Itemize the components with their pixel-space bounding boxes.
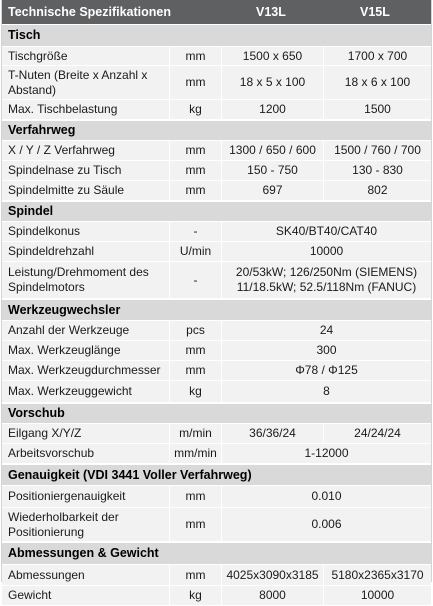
column-header-v13l: V13L [256, 5, 286, 19]
row-value-v13l: 18 x 5 x 100 [222, 66, 324, 99]
table-row [2, 586, 431, 606]
row-value-both: 24 [319, 323, 334, 337]
row-unit: mm [170, 181, 222, 200]
row-label: Anzahl der Werkzeuge [2, 321, 170, 340]
row-label: Leistung/Drehmoment des Spindelmotors [2, 262, 170, 298]
row-value-v15l: 24/24/24 [354, 426, 401, 440]
row-value-v15l: 802 [367, 183, 388, 197]
table-row [2, 321, 431, 341]
spec-table [1, 0, 432, 602]
row-unit: m/min [170, 424, 222, 443]
table-row [2, 341, 431, 361]
row-value-both: 10000 [309, 244, 344, 258]
row-unit: mm [170, 341, 222, 360]
table-row [2, 262, 431, 299]
row-unit: mm [170, 508, 222, 541]
row-value-v15l: 1500 / 760 / 700 [334, 143, 421, 157]
row-unit: kg [170, 100, 222, 119]
row-value-both: 20/53kW; 126/250Nm (SIEMENS) 11/18.5kW; 52.5/118Nm (FANUC) [235, 265, 418, 294]
row-label: Max. Werkzeugdurchmesser [2, 361, 170, 380]
row-value-v15l: 10000 [360, 588, 395, 602]
row-value-both: SK40/BT40/CAT40 [275, 224, 378, 238]
row-value-both: Φ78 / Φ125 [295, 363, 358, 377]
row-value-v15l: 5180x2365x3170 [331, 567, 424, 582]
row-value-v13l: 697 [222, 181, 324, 200]
row-label: Spindelnase zu Tisch [2, 161, 170, 180]
row-value-v13l: 36/36/24 [222, 424, 324, 443]
row-value-v15l: 1500 [364, 102, 391, 116]
row-value-both: 300 [316, 343, 337, 357]
section-header-genauigkeit-vdi-3441-voller-verfahrweg: Genauigkeit (VDI 3441 Voller Verfahrweg) [2, 464, 431, 486]
section-header-tisch: Tisch [2, 24, 431, 47]
row-label: Spindelmitte zu Säule [2, 181, 170, 200]
row-label: Spindelkonus [2, 222, 170, 241]
row-label: Spindeldrehzahl [2, 242, 170, 261]
row-value-v13l: 1300 / 650 / 600 [222, 141, 324, 160]
row-value-both: 1-12000 [304, 446, 349, 460]
table-title: Technische Spezifikationen [8, 5, 172, 19]
row-unit: mm [170, 565, 222, 585]
row-unit: mm [170, 141, 222, 160]
row-unit: U/min [170, 242, 222, 261]
table-row [2, 486, 431, 508]
table-row [2, 222, 431, 242]
row-label: Max. Tischbelastung [2, 100, 170, 119]
row-unit: mm [170, 486, 222, 507]
row-unit: kg [170, 586, 222, 605]
table-row [2, 508, 431, 542]
row-unit: pcs [170, 321, 222, 340]
table-header [2, 0, 431, 24]
row-label: Eilgang X/Y/Z [2, 424, 170, 443]
table-row [2, 565, 431, 586]
row-value-v15l: 18 x 6 x 100 [344, 75, 411, 89]
row-label: Arbeitsvorschub [2, 444, 170, 463]
row-label: Tischgröße [2, 47, 170, 65]
row-unit: mm/min [170, 444, 222, 463]
table-row [2, 242, 431, 262]
row-unit: - [170, 222, 222, 241]
row-label: Wiederholbarkeit der Positionierung [2, 508, 170, 541]
row-value-v13l: 8000 [222, 586, 324, 605]
section-header-vorschub: Vorschub [2, 403, 431, 424]
row-unit: kg [170, 381, 222, 402]
section-header-verfahrweg: Verfahrweg [2, 120, 431, 141]
row-unit: - [170, 262, 222, 298]
table-row [2, 181, 431, 201]
row-label: Gewicht [2, 586, 170, 605]
section-header-spindel: Spindel [2, 201, 431, 222]
row-value-both: 0.006 [311, 517, 342, 531]
row-value-v15l: 130 - 830 [352, 163, 403, 177]
table-row [2, 66, 431, 100]
row-value-v15l: 1700 x 700 [347, 48, 408, 63]
row-value-both: 0.010 [311, 489, 342, 503]
row-label: Max. Werkzeuggewicht [2, 381, 170, 402]
section-header-werkzeugwechsler: Werkzeugwechsler [2, 299, 431, 321]
row-label: X / Y / Z Verfahrweg [2, 141, 170, 160]
row-unit: mm [170, 47, 222, 65]
row-unit: mm [170, 66, 222, 99]
row-value-v13l: 1500 x 650 [222, 47, 324, 65]
section-header-abmessungen-gewicht: Abmessungen & Gewicht [2, 542, 431, 565]
row-label: Positioniergenauigkeit [2, 486, 170, 507]
row-unit: mm [170, 361, 222, 380]
table-row [2, 47, 431, 66]
table-row [2, 381, 431, 403]
row-label: Max. Werkzeuglänge [2, 341, 170, 360]
row-label: T-Nuten (Breite x Anzahl x Abstand) [2, 66, 170, 99]
row-value-v13l: 4025x3090x3185 [222, 565, 324, 585]
column-header-v15l: V15L [360, 5, 390, 19]
row-unit: mm [170, 161, 222, 180]
table-row [2, 444, 431, 464]
row-value-v13l: 1200 [222, 100, 324, 119]
table-row [2, 424, 431, 444]
table-row [2, 100, 431, 120]
row-label: Abmessungen [2, 565, 170, 585]
row-value-both: 8 [323, 384, 330, 398]
table-row [2, 141, 431, 161]
row-value-v13l: 150 - 750 [222, 161, 324, 180]
table-row [2, 361, 431, 381]
table-row [2, 161, 431, 181]
